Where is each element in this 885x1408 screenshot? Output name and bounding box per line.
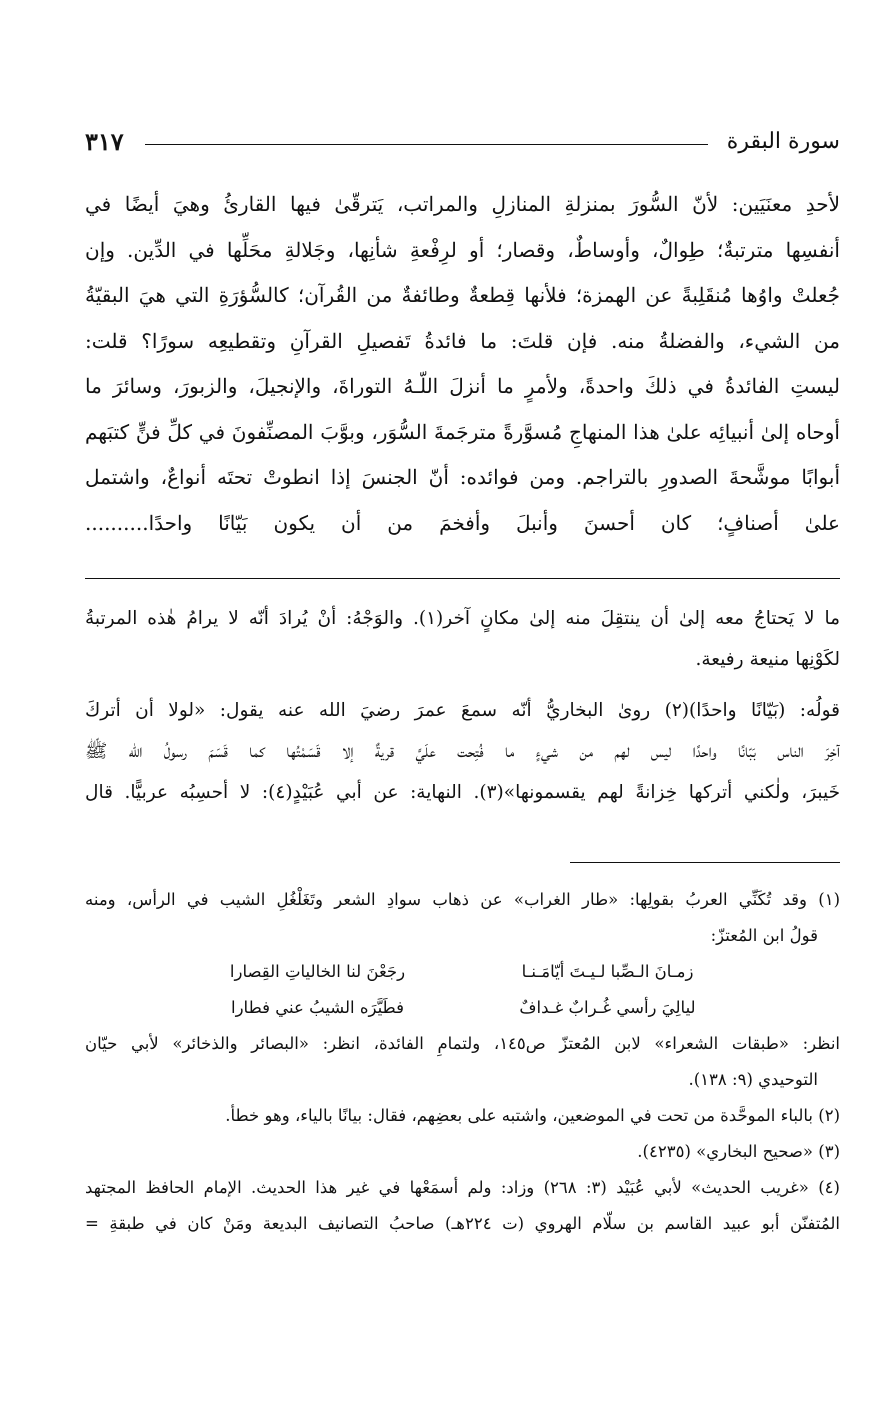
paragraph-gap xyxy=(85,680,840,690)
footnote-1-line: (١) وقد تُكَنِّي العربُ بقولِها: «طار الغراب» عن ذهاب سوادِ الشعر وتَغَلْغُلِ الشيب في الرأس، ومنه xyxy=(85,890,840,909)
footnote-4-line: المُتفنّن أبو عبيد القاسم بن سلّام الهروي (ت ٢٢٤هـ) صاحبُ التصانيف البديعة ومَنْ كان في طبقةِ = xyxy=(85,1214,840,1233)
hashiya-line: قولُه: (بَيّانًا واحدًا)(٢) روىٰ البخاريُّ أنّه سمعَ عمرَ رضيَ الله عنه يقول: «لولا أن أتركَ xyxy=(85,700,840,721)
page-number: ٣١٧ xyxy=(85,127,124,156)
hashiya-line: لكَوْنِها منيعة رفيعة. xyxy=(695,649,840,670)
main-commentary xyxy=(85,182,840,546)
verse-2-first-hemistich: ليالِيَ رأسي غُـرابٌ غـدافٌ xyxy=(519,998,696,1017)
hashiya-line: خَيبرَ، ولٰكني أتركها خِزانةً لهم يقسمونها»(٣). النهاية: عن أبي عُبَيْدٍ(٤): لا أحسِبُه عربيًّا. قال xyxy=(85,782,840,803)
main-line: ليستِ الفائدةُ في ذلكَ واحدةً، ولأمرٍ ما أنزلَ اللّـهُ التوراةَ، والإنجيلَ، والزبورَ، وسائرَ ما xyxy=(85,374,840,398)
verse-1-second-hemistich: رجَعْنَ لنا الخالياتِ القِصارا xyxy=(229,962,406,981)
surah-title: سورة البقرة xyxy=(726,129,840,154)
footnotes xyxy=(85,882,840,1242)
main-separator-rule xyxy=(85,578,840,579)
header-rule xyxy=(145,144,708,145)
main-line: جُعلتْ واوُها مُنقَلِبةً عن الهمزة؛ فلأنها قِطعةٌ وطائفةٌ من القُرآن؛ كالسُّؤرَةِ التي هيَ البقيّةُ xyxy=(85,283,840,307)
main-line: لأحدِ معنَيَين: لأنّ السُّورَ بمنزلةِ المنازلِ والمراتب، يَترقّىٰ فيها القارئُ وهيَ أيضًا في xyxy=(85,192,840,216)
hashiya-line: آخِرَ الناس بَبّانًا واحدًا ليس لهم من شيءٍ ما فُتِحت علَيَّ قريةٌ إلا قَسَمْتُها كما قَسَمَ رسولُ الله ﷺ xyxy=(85,741,840,762)
verse-1-first-hemistich: زمـانَ الـصِّبا لـيـتَ أيّامَـنـا xyxy=(521,962,694,981)
main-line: أبوابًا موشَّحةَ الصدورِ بالتراجم. ومن فوائده: أنّ الجنسَ إذا انطوتْ تحتَه أنواعٌ، واشتمل xyxy=(85,465,840,489)
hashiya-text xyxy=(85,598,840,813)
hashiya-line: ما لا يَحتاجُ معه إلىٰ أن ينتقِلَ منه إلىٰ مكانٍ آخر(١). والوَجْهُ: أنْ يُرادَ أنّه لا يرامُ هٰذه المرتبةُ xyxy=(85,608,840,629)
footnote-1-source-line: التوحيدي (٩: ١٣٨). xyxy=(688,1070,818,1089)
verse-line-1 xyxy=(85,954,840,990)
verse-line-2 xyxy=(85,990,840,1026)
running-header xyxy=(85,122,840,162)
footnote-3: (٣) «صحيح البخاري» (٤٢٣٥). xyxy=(637,1142,840,1161)
footnote-1-source-line: انظر: «طبقات الشعراء» لابن المُعتزّ ص١٤٥، ولتمامِ الفائدة، انظر: «البصائر والذخائر» لأبي حيّان xyxy=(85,1034,840,1053)
main-line: أنفسِها مترتبةٌ؛ طِوالٌ، وأوساطٌ، وقصار؛ أو لرِفْعةِ شأنِها، وجَلالةِ محَلِّها في الدِّين. وإن xyxy=(85,237,840,262)
footnote-1-line: قولُ ابن المُعتزّ: xyxy=(710,926,818,945)
verse-2-second-hemistich: فطَيَّرَه الشيبُ عني فطارا xyxy=(231,998,404,1017)
footnote-separator-rule xyxy=(570,862,840,863)
main-line: أوحاه إلىٰ أنبيائِه علىٰ هذا المنهاجِ مُسوَّرةً مترجَمةَ السُّوَر، وبوَّبَ المصنِّفونَ في كلِّ فنٍّ كتبَهم xyxy=(85,419,840,444)
main-line: علىٰ أصنافٍ؛ كان أحسنَ وأنبلَ وأفخمَ من أن يكون بَيّانًا واحدًا.......... xyxy=(85,510,840,535)
footnote-2: (٢) بالباء الموحَّدة من تحت في الموضعين، واشتبه على بعضِهم، فقال: بيانًا بالياء، وهو خطأ. xyxy=(225,1106,840,1125)
main-line: من الشيء، والفضلةُ منه. فإن قلتَ: ما فائدةُ تَفصيلِ القرآنِ وتقطيعِه سورًا؟ قلت: xyxy=(85,328,840,353)
footnote-4-line: (٤) «غريب الحديث» لأبي عُبَيْد (٣: ٢٦٨) وزاد: ولم أسمَعْها في غير هذا الحديث. الإمام الحافظ المجتهد xyxy=(85,1178,840,1197)
